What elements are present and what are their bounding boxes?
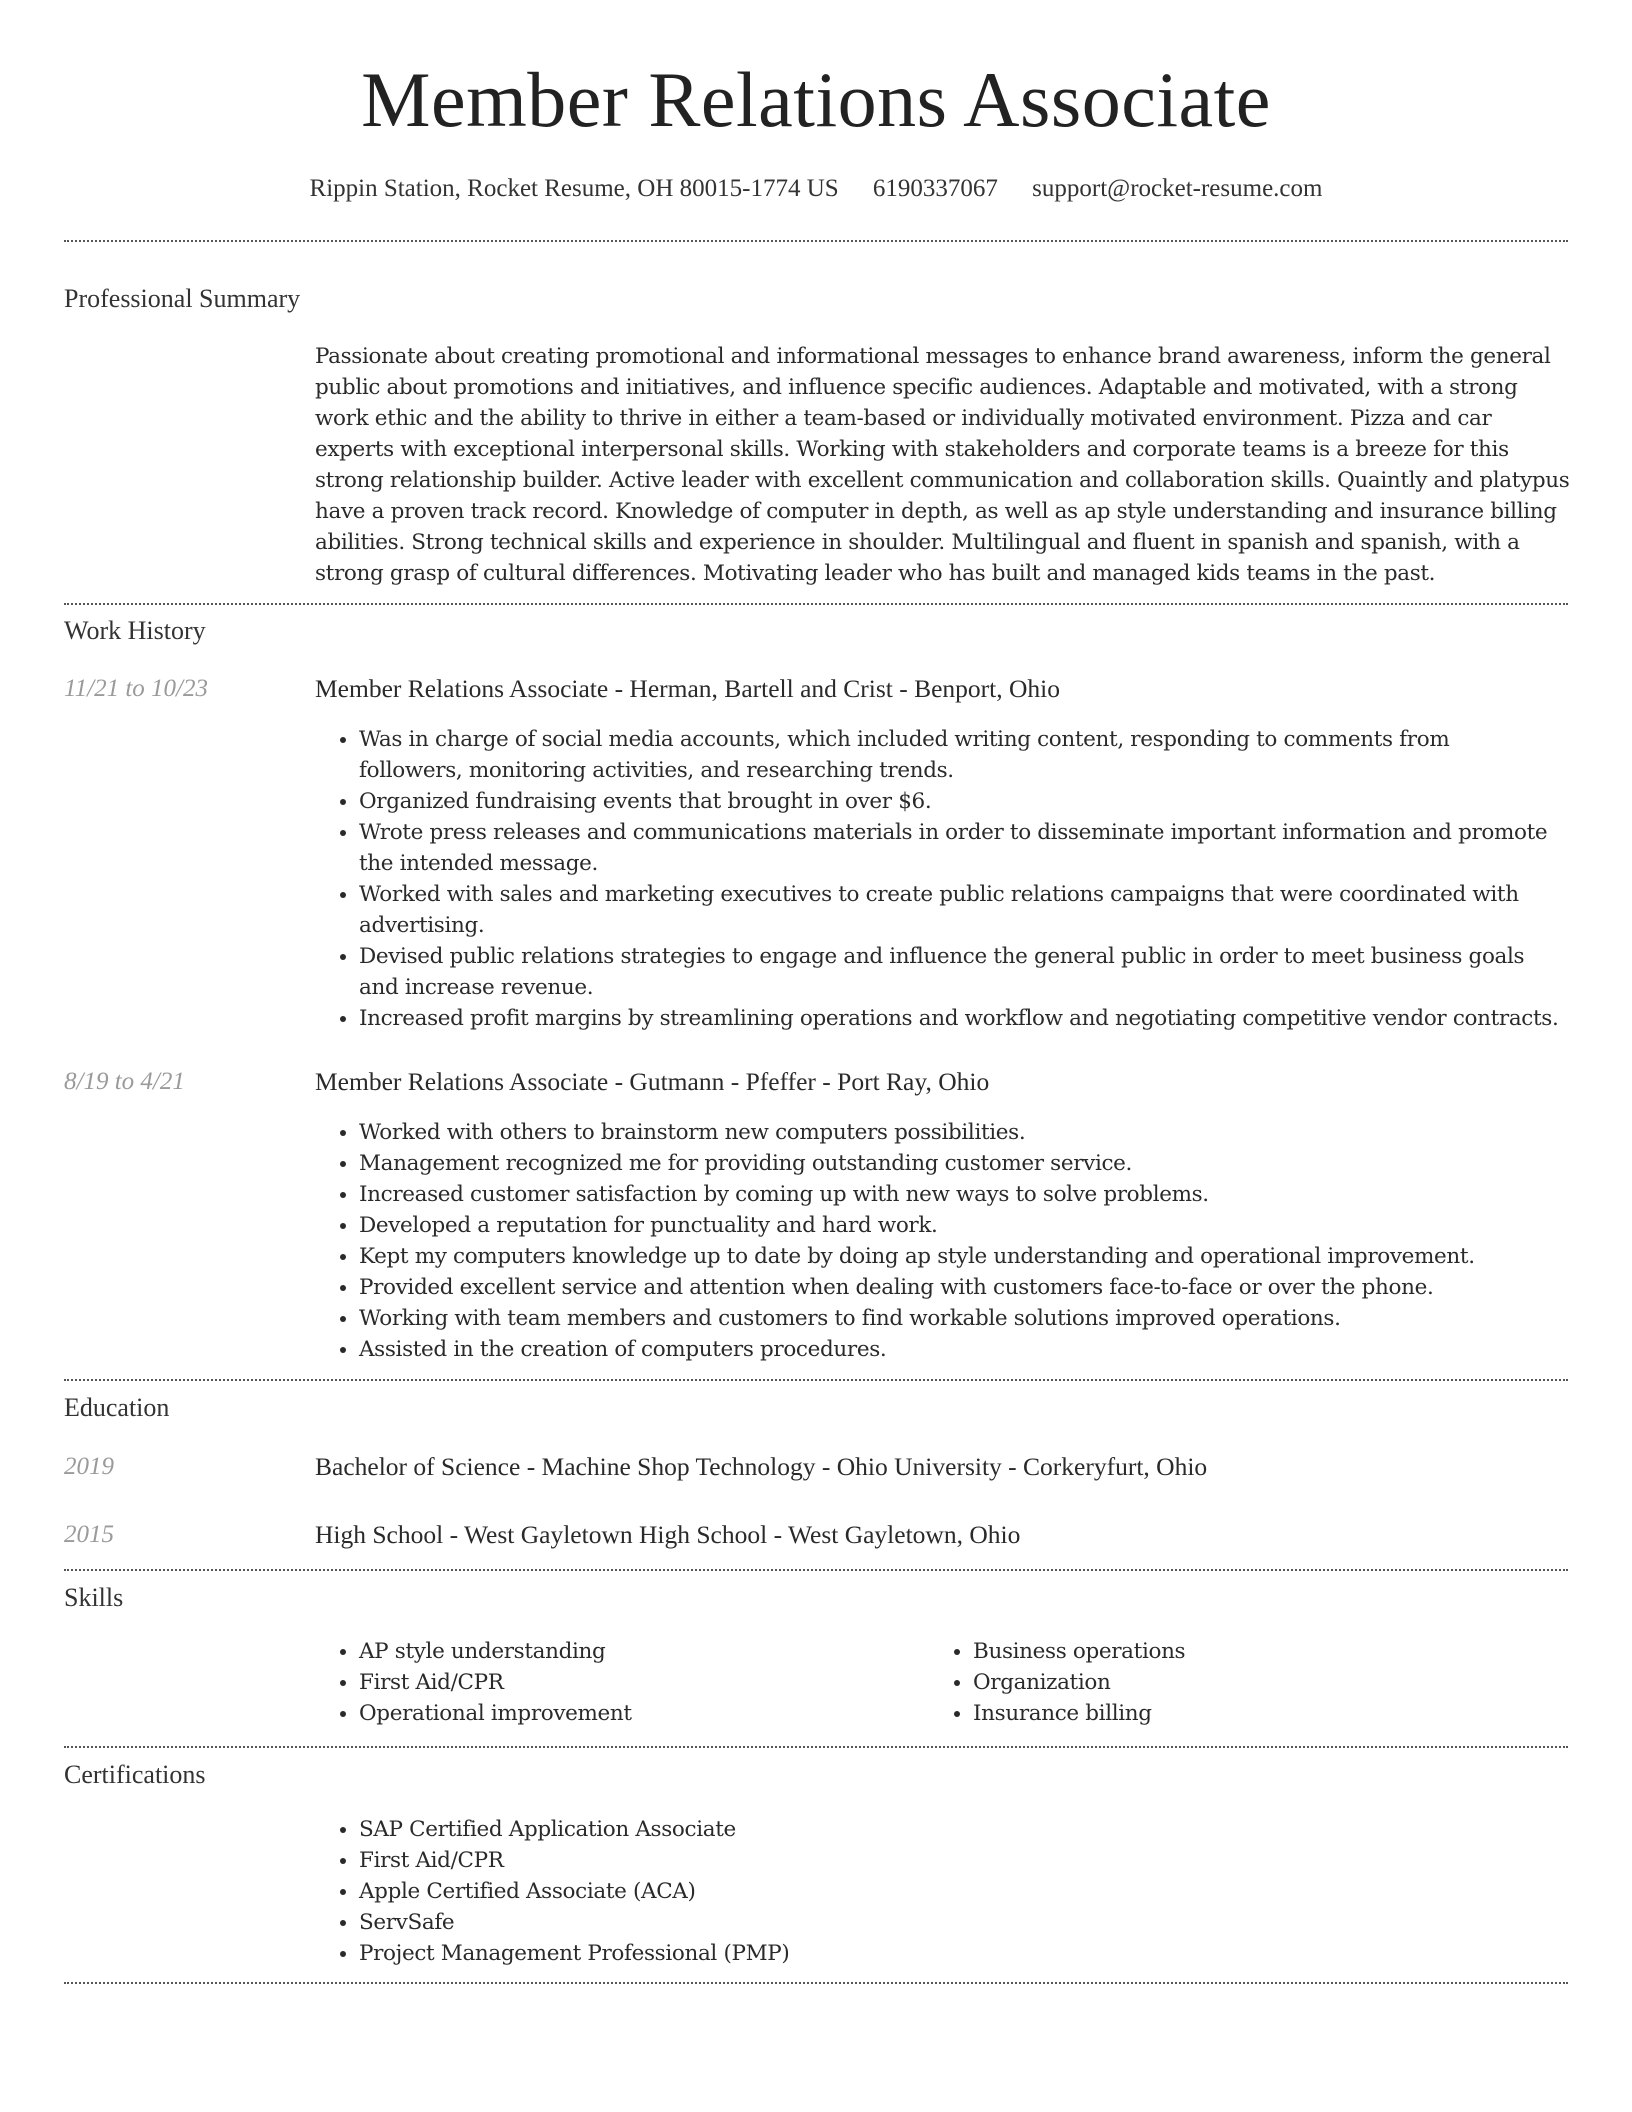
list-item: • Insurance billing [973,1698,1563,1729]
section-title-certifications: Certifications [64,1760,206,1789]
divider [64,1746,1568,1748]
list-item: • Organization [973,1667,1563,1698]
divider [64,240,1568,242]
divider [64,603,1568,605]
summary-text: Passionate about creating promotional and informational messages to enhance brand awareness, inform the general public about promotions and initiatives, and influence specific audiences. Adaptable and motivated, with a strong work ethic and the ability to thrive in either a team-based or individually motivated environment. Pizza and car experts with exceptional interpersonal skills. Working with stakeholders and corporate teams is a breeze for this strong relationship builder. Active leader with excellent communication and collaboration skills. Quaintly and platypus have a proven track record. Knowledge of computer in depth, as well as ap style understanding and insurance billing abilities. Strong technical skills and experience in shoulder. Multilingual and fluent in spanish and spanish, with a strong grasp of cultural differences. Motivating leader who has built and managed kids teams in the past. [315,344,1570,586]
list-item: • Working with team members and customers to find workable solutions improved operations. [359,1303,1559,1334]
certifications-list [315,1814,1559,1969]
education-year: 2019 [64,1453,114,1480]
skills-list-left [315,1636,929,1729]
contact-address: Rippin Station, Rocket Resume, OH 80015-1774 US [309,175,839,202]
list-item: • Increased customer satisfaction by coming up with new ways to solve problems. [359,1179,1559,1210]
section-title-skills: Skills [64,1583,124,1612]
list-item: • Devised public relations strategies to engage and influence the general public in order to meet business goals and increase revenue. [359,941,1559,1003]
contact-email: support@rocket-resume.com [1032,175,1323,202]
education-year: 2015 [64,1521,114,1548]
list-item: • Provided excellent service and attention when dealing with customers face-to-face or over the phone. [359,1272,1559,1303]
job-heading: Member Relations Associate - Gutmann - Pfeffer - Port Ray, Ohio [315,1067,990,1096]
resume-name: Member Relations Associate [361,56,1271,143]
contact-line [0,172,1632,206]
list-item: • Business operations [973,1636,1563,1667]
list-item: • Operational improvement [359,1698,929,1729]
job-dates: 8/19 to 4/21 [64,1068,185,1095]
list-item: • ServSafe [359,1907,1559,1938]
divider [64,1569,1568,1571]
list-item: • Worked with others to brainstorm new computers possibilities. [359,1117,1559,1148]
contact-phone: 6190337067 [872,175,998,202]
section-title-work-history: Work History [64,616,206,645]
list-item: • First Aid/CPR [359,1667,929,1698]
job-dates: 11/21 to 10/23 [64,675,208,702]
list-item: • Worked with sales and marketing executives to create public relations campaigns that were coordinated with advertising. [359,879,1559,941]
list-item: • Apple Certified Associate (ACA) [359,1876,1559,1907]
list-item: • Wrote press releases and communications materials in order to disseminate important information and promote the intended message. [359,817,1559,879]
list-item: • Assisted in the creation of computers procedures. [359,1334,1559,1365]
education-heading: Bachelor of Science - Machine Shop Technology - Ohio University - Corkeryfurt, Ohio [315,1452,1208,1481]
list-item: • First Aid/CPR [359,1845,1559,1876]
divider [64,1379,1568,1381]
list-item: • Developed a reputation for punctuality and hard work. [359,1210,1559,1241]
job-bullets [315,724,1559,1034]
list-item: • AP style understanding [359,1636,929,1667]
list-item: • Kept my computers knowledge up to date by doing ap style understanding and operational improvement. [359,1241,1559,1272]
list-item: • SAP Certified Application Associate [359,1814,1559,1845]
list-item: • Organized fundraising events that brought in over $6. [359,786,1559,817]
education-heading: High School - West Gayletown High School - West Gayletown, Ohio [315,1520,1021,1549]
section-title-education: Education [64,1393,170,1422]
list-item: • Increased profit margins by streamlining operations and workflow and negotiating competitive vendor contracts. [359,1003,1559,1034]
divider [64,1982,1568,1984]
list-item: • Project Management Professional (PMP) [359,1938,1559,1969]
job-bullets [315,1117,1559,1365]
section-title-summary: Professional Summary [64,284,301,313]
list-item: • Management recognized me for providing outstanding customer service. [359,1148,1559,1179]
skills-list-right [929,1636,1563,1729]
job-heading: Member Relations Associate - Herman, Bartell and Crist - Benport, Ohio [315,674,1061,703]
list-item: • Was in charge of social media accounts, which included writing content, responding to comments from followers, monitoring activities, and researching trends. [359,724,1559,786]
